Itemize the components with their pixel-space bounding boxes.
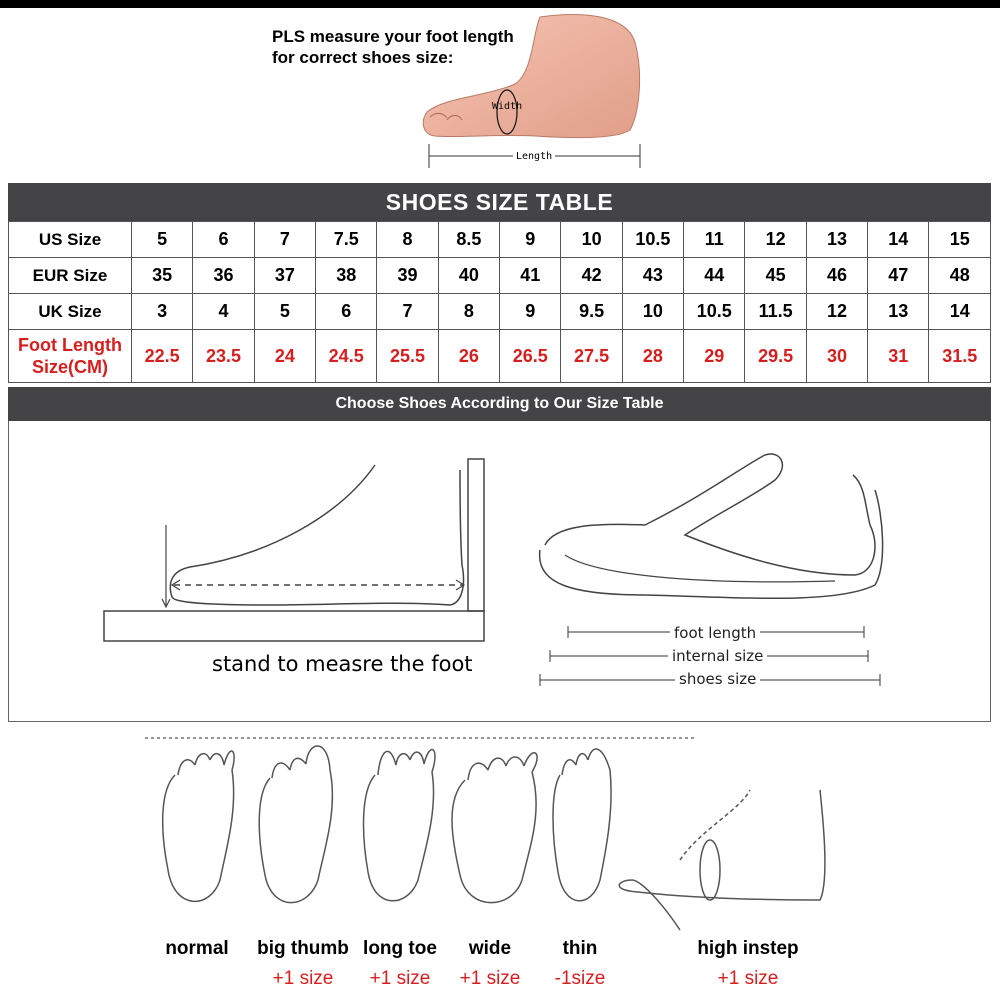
width-label: Width bbox=[492, 101, 523, 112]
size-cell: 10.5 bbox=[684, 294, 745, 330]
size-cell: 31.5 bbox=[929, 330, 991, 383]
foot-type-adjust: -1size bbox=[554, 968, 606, 989]
size-cell: 9 bbox=[500, 294, 561, 330]
size-cell: 7.5 bbox=[316, 222, 377, 258]
length-label: Length bbox=[516, 151, 553, 162]
foot-type-name: big thumb bbox=[257, 938, 349, 959]
size-cell: 13 bbox=[806, 222, 867, 258]
size-cell: 14 bbox=[868, 222, 929, 258]
size-cell: 30 bbox=[806, 330, 867, 383]
size-cell: 41 bbox=[500, 258, 561, 294]
foot-type-name: long toe bbox=[363, 938, 437, 959]
size-row bbox=[9, 330, 991, 383]
size-cell: 26 bbox=[438, 330, 499, 383]
size-cell: 47 bbox=[868, 258, 929, 294]
size-cell: 28 bbox=[622, 330, 683, 383]
size-cell: 5 bbox=[254, 294, 315, 330]
top-border bbox=[0, 0, 1000, 8]
foot-type-adjust: +1 size bbox=[459, 968, 521, 989]
size-cell: 7 bbox=[254, 222, 315, 258]
size-cell: 3 bbox=[132, 294, 193, 330]
size-row-label: UK Size bbox=[9, 294, 132, 330]
foot-length-label: foot length bbox=[670, 624, 760, 642]
foot-types-illustration bbox=[140, 730, 860, 930]
size-table bbox=[8, 183, 991, 383]
size-cell: 12 bbox=[806, 294, 867, 330]
size-cell: 10 bbox=[561, 222, 622, 258]
size-cell: 11.5 bbox=[745, 294, 806, 330]
size-cell: 12 bbox=[745, 222, 806, 258]
size-cell: 9.5 bbox=[561, 294, 622, 330]
foot-type-name: normal bbox=[165, 938, 229, 959]
size-cell: 42 bbox=[561, 258, 622, 294]
size-cell: 27.5 bbox=[561, 330, 622, 383]
size-cell: 10.5 bbox=[622, 222, 683, 258]
size-row bbox=[9, 258, 991, 294]
big-thumb-foot-icon bbox=[259, 770, 332, 903]
size-cell: 37 bbox=[254, 258, 315, 294]
foot-type-name: wide bbox=[468, 938, 512, 959]
size-cell: 36 bbox=[193, 258, 254, 294]
size-cell: 13 bbox=[868, 294, 929, 330]
size-cell: 44 bbox=[684, 258, 745, 294]
size-cell: 46 bbox=[806, 258, 867, 294]
size-row bbox=[9, 294, 991, 330]
size-cell: 8.5 bbox=[438, 222, 499, 258]
high-instep-foot-icon bbox=[619, 790, 825, 930]
wide-foot-icon bbox=[452, 772, 536, 903]
long-toe-foot-icon bbox=[364, 772, 434, 901]
size-row bbox=[9, 222, 991, 258]
size-cell: 24.5 bbox=[316, 330, 377, 383]
choose-note: Choose Shoes According to Our Size Table bbox=[8, 387, 991, 421]
size-table-grid bbox=[8, 221, 991, 383]
size-cell: 38 bbox=[316, 258, 377, 294]
size-row-label: Foot Length Size(CM) bbox=[9, 330, 132, 383]
foot-type-adjust: +1 size bbox=[272, 968, 334, 989]
size-table-title: SHOES SIZE TABLE bbox=[8, 183, 991, 221]
size-cell: 7 bbox=[377, 294, 438, 330]
size-cell: 39 bbox=[377, 258, 438, 294]
size-cell: 29.5 bbox=[745, 330, 806, 383]
size-cell: 43 bbox=[622, 258, 683, 294]
size-cell: 35 bbox=[132, 258, 193, 294]
size-cell: 29 bbox=[684, 330, 745, 383]
size-row-label: EUR Size bbox=[9, 258, 132, 294]
size-cell: 8 bbox=[438, 294, 499, 330]
thin-foot-icon bbox=[553, 770, 611, 901]
size-cell: 9 bbox=[500, 222, 561, 258]
size-cell: 23.5 bbox=[193, 330, 254, 383]
size-cell: 22.5 bbox=[132, 330, 193, 383]
size-cell: 6 bbox=[193, 222, 254, 258]
size-cell: 24 bbox=[254, 330, 315, 383]
size-cell: 48 bbox=[929, 258, 991, 294]
size-cell: 6 bbox=[316, 294, 377, 330]
size-cell: 15 bbox=[929, 222, 991, 258]
normal-foot-icon bbox=[163, 770, 234, 901]
size-cell: 25.5 bbox=[377, 330, 438, 383]
size-cell: 5 bbox=[132, 222, 193, 258]
size-cell: 40 bbox=[438, 258, 499, 294]
stand-label: stand to measre the foot bbox=[212, 652, 473, 676]
size-cell: 14 bbox=[929, 294, 991, 330]
size-cell: 26.5 bbox=[500, 330, 561, 383]
size-cell: 11 bbox=[684, 222, 745, 258]
size-cell: 4 bbox=[193, 294, 254, 330]
foot-type-name: high instep bbox=[697, 938, 799, 959]
stand-measure-illustration bbox=[100, 455, 500, 645]
shoes-size-label: shoes size bbox=[675, 670, 760, 688]
size-cell: 45 bbox=[745, 258, 806, 294]
foot-type-name: thin bbox=[562, 938, 598, 959]
size-cell: 8 bbox=[377, 222, 438, 258]
measure-instruction: PLS measure your foot length for correct shoes size: bbox=[272, 27, 514, 67]
size-cell: 10 bbox=[622, 294, 683, 330]
shoe-measure-illustration bbox=[535, 445, 895, 615]
foot-type-adjust: +1 size bbox=[369, 968, 431, 989]
foot-type-adjust: +1 size bbox=[717, 968, 779, 989]
size-row-label: US Size bbox=[9, 222, 132, 258]
internal-size-label: internal size bbox=[668, 647, 767, 665]
foot-measure-illustration bbox=[415, 12, 655, 170]
size-cell: 31 bbox=[868, 330, 929, 383]
